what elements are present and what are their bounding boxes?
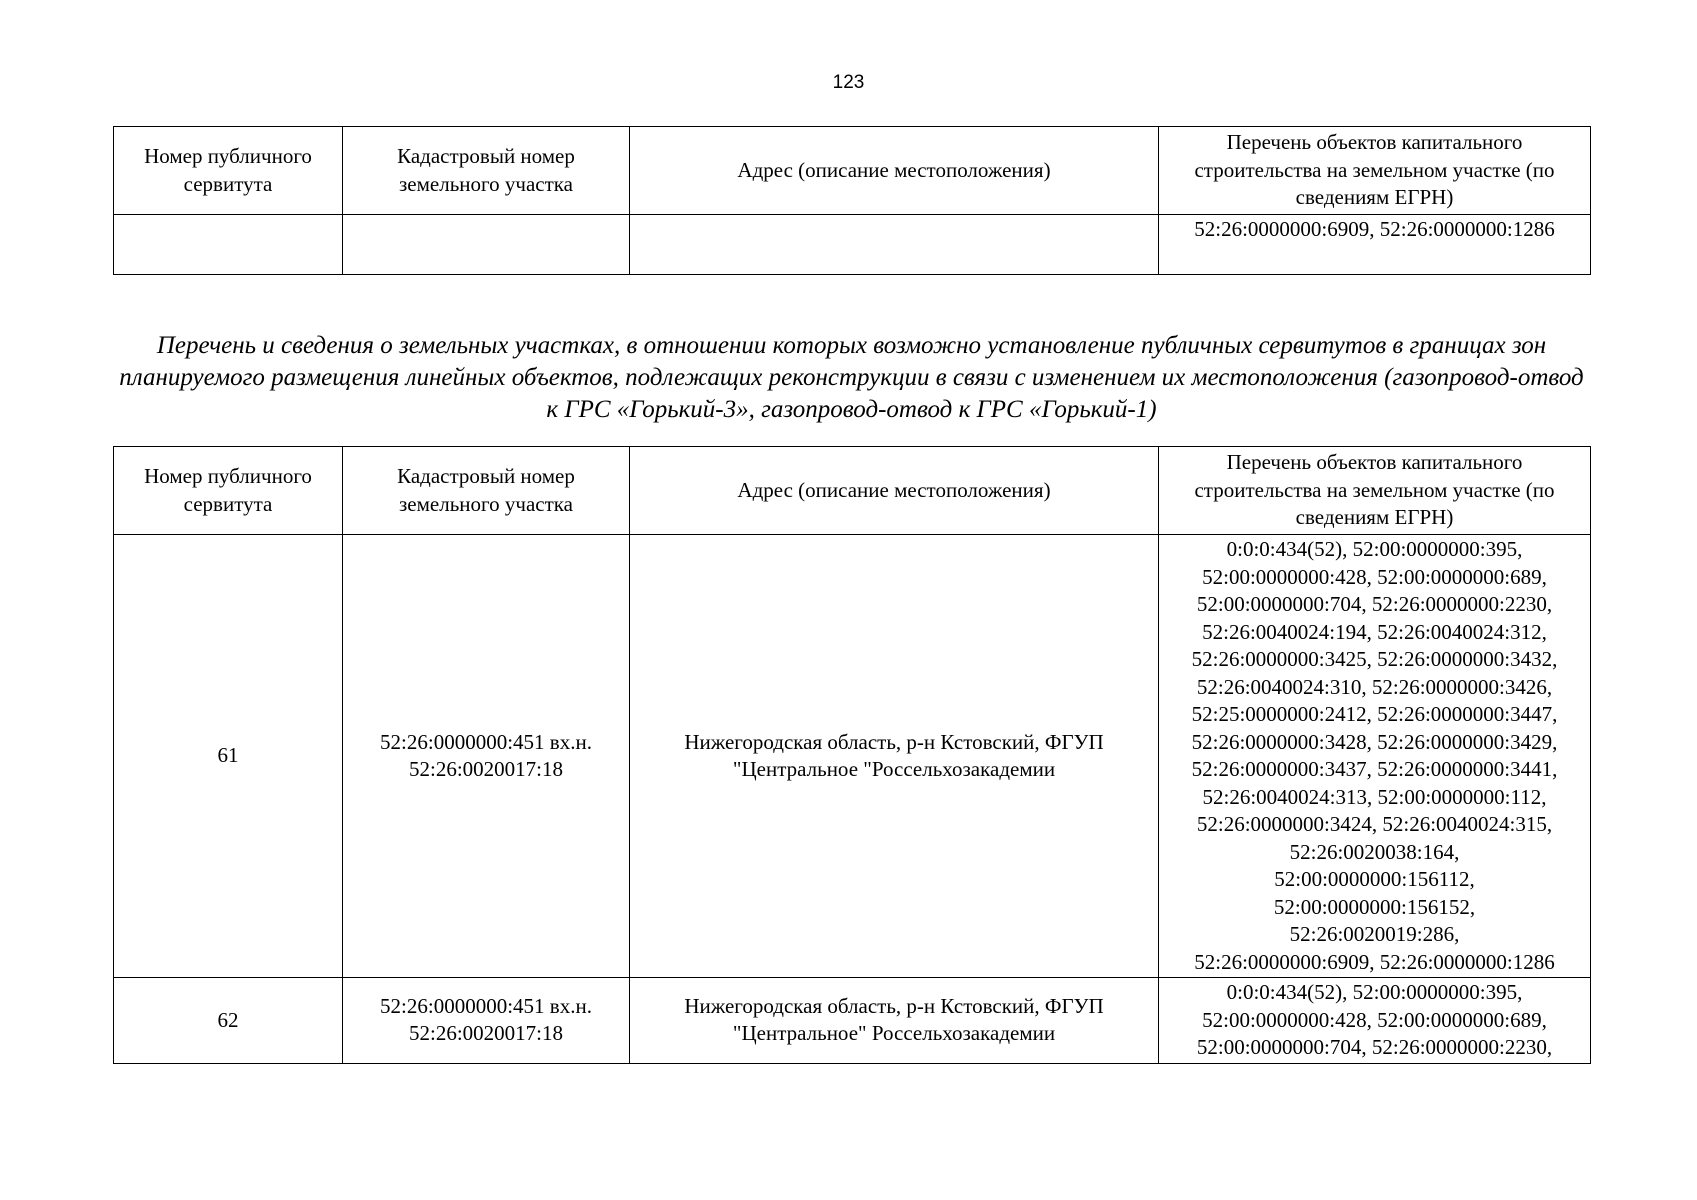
object-line: 52:00:0000000:428, 52:00:0000000:689, xyxy=(1202,564,1547,589)
header-servitude-number: Номер публичного сервитута xyxy=(114,447,343,535)
cell-objects xyxy=(1159,215,1591,275)
cadastral-number-line: 52:26:0000000:451 вх.н. xyxy=(380,993,592,1018)
object-line: 52:00:0000000:156152, xyxy=(1273,894,1476,919)
object-line: 52:26:0040024:310, 52:26:0000000:3426, xyxy=(1196,674,1553,699)
object-line: 52:00:0000000:156112, xyxy=(1274,867,1475,891)
header-cadastral-number: Кадастровый номер земельного участка xyxy=(343,447,630,535)
header-objects: Перечень объектов капитального строительства на земельном участке (по сведениям ЕГРН) xyxy=(1159,127,1591,215)
object-line: 52:00:0000000:428, 52:00:0000000:689, xyxy=(1202,1007,1547,1032)
cell-objects xyxy=(1159,535,1591,978)
page-number: 123 xyxy=(832,72,865,93)
object-line: 52:26:0040024:194, 52:26:0040024:312, xyxy=(1202,619,1547,644)
header-objects: Перечень объектов капитального строительства на земельном участке (по сведениям ЕГРН) xyxy=(1159,447,1591,535)
cell-cadastral-number xyxy=(343,535,630,978)
object-line: 0:0:0:434(52), 52:00:0000000:395, xyxy=(1226,980,1523,1004)
object-line: 52:26:0020019:286, xyxy=(1289,922,1460,946)
object-line: 52:26:0000000:3424, 52:26:0040024:315, xyxy=(1196,812,1553,836)
cadastral-number-line: 52:26:0020017:18 xyxy=(408,1021,563,1046)
object-line: 0:0:0:434(52), 52:00:0000000:395, xyxy=(1226,537,1523,561)
table-row xyxy=(114,215,1591,275)
cell-cadastral-number xyxy=(343,215,630,275)
address-line: "Центральное" Россельхозакадемии xyxy=(732,1021,1056,1046)
cell-servitude-number: 61 xyxy=(114,535,343,978)
object-line: 52:00:0000000:704, 52:26:0000000:2230, xyxy=(1196,1035,1553,1059)
header-address: Адрес (описание местоположения) xyxy=(630,447,1159,535)
cadastral-number-line: 52:26:0000000:451 вх.н. xyxy=(380,729,592,754)
cell-address xyxy=(630,215,1159,275)
address-line: Нижегородская область, р-н Кстовский, ФГУП xyxy=(684,993,1104,1018)
table-row xyxy=(114,978,1591,1064)
cadastral-number-line: 52:26:0020017:18 xyxy=(408,757,563,781)
object-line: 52:26:0000000:3437, 52:26:0000000:3441, xyxy=(1191,757,1558,781)
address-line: Нижегородская область, р-н Кстовский, ФГУП xyxy=(684,729,1104,754)
object-line: 52:26:0000000:6909, 52:26:0000000:1286 xyxy=(1194,217,1555,241)
object-line: 52:26:0000000:3428, 52:26:0000000:3429, xyxy=(1191,729,1558,754)
object-line: 52:25:0000000:2412, 52:26:0000000:3447, xyxy=(1191,702,1558,726)
table-header-row xyxy=(114,127,1591,215)
object-line: 52:00:0000000:704, 52:26:0000000:2230, xyxy=(1196,592,1553,616)
cell-servitude-number: 62 xyxy=(114,978,343,1064)
cell-servitude-number xyxy=(114,215,343,275)
cell-cadastral-number xyxy=(343,978,630,1064)
object-line: 52:26:0000000:3425, 52:26:0000000:3432, xyxy=(1191,647,1558,671)
cell-address xyxy=(630,978,1159,1064)
table-header-row xyxy=(114,447,1591,535)
address-line: "Центральное "Россельхозакадемии xyxy=(732,757,1056,781)
servitude-table xyxy=(113,446,1591,1064)
cell-address xyxy=(630,535,1159,978)
section-caption: Перечень и сведения о земельных участках, в отношении которых возможно установление публичных сервитутов в границах зон планируемого размещения линейных объектов, подлежащих реконструкции в связи с изменением их местоположения (газопровод-отвод к ГРС «Горький-3», газопровод-отвод к ГРС «Горький-1) xyxy=(119,332,1584,423)
header-servitude-number: Номер публичного сервитута xyxy=(114,127,343,215)
header-cadastral-number: Кадастровый номер земельного участка xyxy=(343,127,630,215)
cell-objects xyxy=(1159,978,1591,1064)
object-line: 52:26:0020038:164, xyxy=(1289,839,1460,864)
table-row xyxy=(114,535,1591,978)
header-address: Адрес (описание местоположения) xyxy=(630,127,1159,215)
object-line: 52:26:0040024:313, 52:00:0000000:112, xyxy=(1202,784,1547,809)
servitude-table-continued xyxy=(113,126,1591,275)
object-line: 52:26:0000000:6909, 52:26:0000000:1286 xyxy=(1194,949,1555,974)
